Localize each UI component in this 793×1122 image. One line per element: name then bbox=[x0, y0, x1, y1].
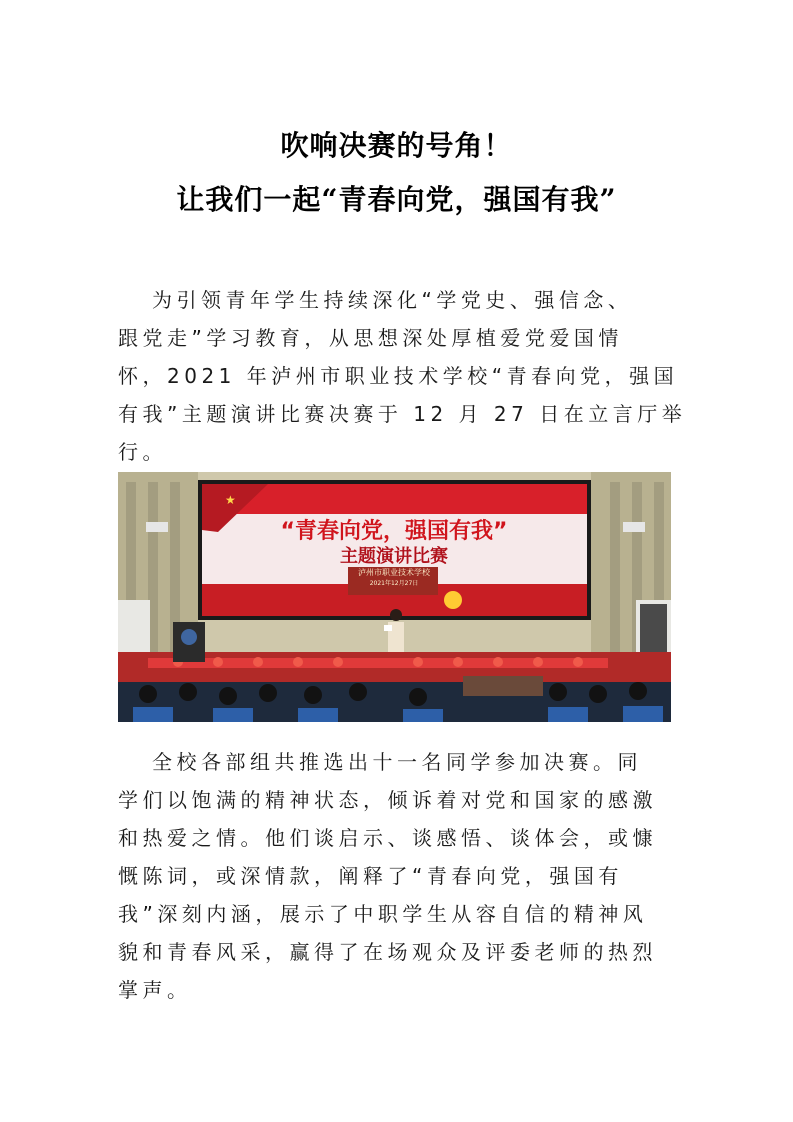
paragraph-line: 为引领青年学生持续深化“学党史、强信念、 bbox=[152, 288, 633, 312]
paragraph-line: 慨陈词，或深情款，阐释了“青春向党，强国有 bbox=[118, 864, 623, 888]
paragraph-line: 全校各部组共推选出十一名同学参加决赛。同 bbox=[152, 750, 642, 774]
paragraph-line: 怀，2021 年泸州市职业技术学校“青春向党，强国 bbox=[118, 364, 679, 388]
event-photo bbox=[118, 472, 671, 722]
title-line-2: 让我们一起“青春向党，强国有我” bbox=[176, 183, 617, 216]
svg-text:★: ★ bbox=[225, 493, 236, 507]
paragraph-body bbox=[118, 743, 678, 1009]
screen-school-name: 泸州市职业技术学校 bbox=[358, 568, 430, 577]
paragraph-line: 有我”主题演讲比赛决赛于 12 月 27 日在立言厅举 bbox=[118, 402, 687, 426]
paragraph-line: 学们以饱满的精神状态，倾诉着对党和国家的感激 bbox=[118, 788, 657, 812]
paragraph-line: 行。 bbox=[118, 440, 167, 464]
paragraph-line: 貌和青春风采，赢得了在场观众及评委老师的热烈 bbox=[118, 940, 657, 964]
screen-date: 2021年12月27日 bbox=[369, 580, 419, 587]
paragraph-line: 跟党走”学习教育，从思想深处厚植爱党爱国情 bbox=[118, 326, 623, 350]
paragraph-line: 和热爱之情。他们谈启示、谈感悟、谈体会，或慷 bbox=[118, 826, 657, 850]
paragraph-intro bbox=[118, 281, 687, 471]
title-line-1: 吹响决赛的号角！ bbox=[280, 129, 513, 162]
paragraph-line: 我”深刻内涵，展示了中职学生从容自信的精神风 bbox=[118, 902, 648, 926]
screen-subheadline: 主题演讲比赛 bbox=[340, 546, 448, 567]
paragraph-line: 掌声。 bbox=[118, 978, 192, 1002]
screen-headline: “青春向党，强国有我” bbox=[280, 519, 508, 544]
